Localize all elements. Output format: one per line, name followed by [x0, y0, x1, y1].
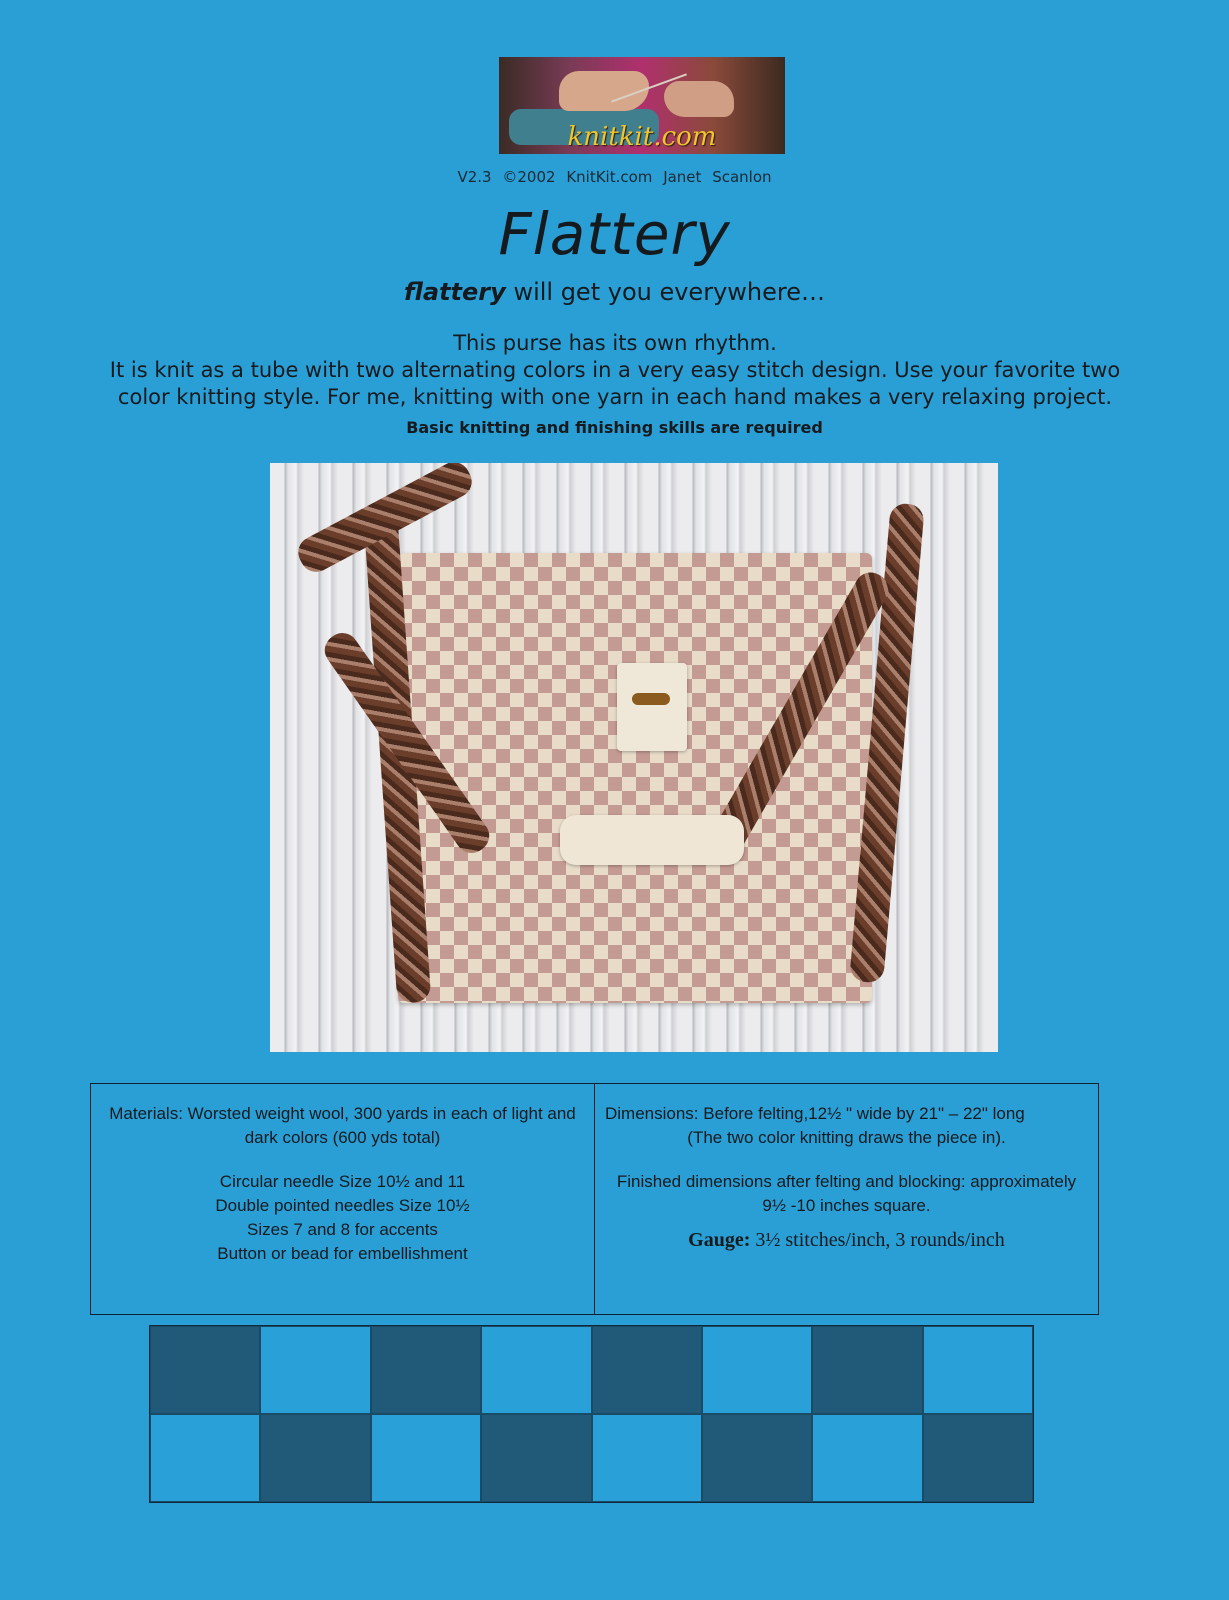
checker-cell: [371, 1326, 481, 1414]
checker-cell: [592, 1326, 702, 1414]
closure-tab: [617, 663, 687, 751]
materials-item: Double pointed needles Size 10½: [215, 1196, 470, 1215]
intro-line-2: It is knit as a tube with two alternating colors in a very easy stitch design. Use your favorite two color knitting style. For me, knitting with one yarn in each hand makes a very relaxing project.: [109, 358, 1121, 409]
credit-line: [0, 168, 1229, 186]
purse-body: [398, 553, 872, 1003]
materials-item: Button or bead for embellishment: [217, 1244, 468, 1263]
materials-description: Worsted weight wool, 300 yards in each of light and dark colors (600 yds total): [187, 1104, 576, 1147]
dimensions-note: (The two color knitting draws the piece in).: [687, 1128, 1006, 1147]
checker-cell: [481, 1326, 591, 1414]
materials-label: Materials:: [109, 1104, 183, 1123]
specs-table: [90, 1083, 1099, 1315]
checker-cell: [260, 1414, 370, 1502]
checker-cell: [702, 1326, 812, 1414]
checker-cell: [592, 1414, 702, 1502]
requirement-note: Basic knitting and finishing skills are required: [406, 418, 823, 437]
checker-decoration: [149, 1325, 1034, 1503]
checker-cell: [260, 1326, 370, 1414]
tagline-emphasis: flattery: [404, 278, 506, 306]
checker-cell: [150, 1326, 260, 1414]
toggle-button-bead: [632, 693, 670, 705]
checker-cell: [481, 1414, 591, 1502]
tagline: [0, 278, 1229, 306]
dimensions-text: [605, 1102, 1088, 1126]
finished-dimensions: Finished dimensions after felting and blocking: approximately 9½ -10 inches square.: [616, 1172, 1077, 1215]
copyright: ©2002 KnitKit.com: [502, 168, 653, 186]
version: V2.3: [457, 168, 492, 186]
intro-text: [90, 330, 1140, 411]
checker-cell: [150, 1414, 260, 1502]
hand-graphic: [664, 81, 734, 117]
gauge-value: 3½ stitches/inch, 3 rounds/inch: [755, 1229, 1005, 1251]
logo-brand-text: knitkit.com: [567, 122, 717, 152]
checker-cell: [371, 1414, 481, 1502]
checker-cell: [702, 1414, 812, 1502]
checker-cell: [923, 1414, 1033, 1502]
checker-cell: [923, 1326, 1033, 1414]
author: Janet Scanlon: [663, 168, 772, 186]
dimensions-description: Before felting,12½ " wide by 21" – 22" long: [703, 1104, 1025, 1123]
gauge-label: Gauge:: [688, 1229, 751, 1251]
checker-cell: [812, 1326, 922, 1414]
checker-cell: [812, 1414, 922, 1502]
page-title: Flattery: [498, 200, 731, 268]
purse-photo: [270, 463, 998, 1052]
dimensions-label: Dimensions:: [605, 1104, 699, 1123]
dimensions-column: [595, 1084, 1098, 1314]
knitkit-logo: [499, 57, 785, 154]
gauge: [605, 1228, 1088, 1252]
materials-item: Circular needle Size 10½ and 11: [219, 1172, 466, 1191]
materials-item: Sizes 7 and 8 for accents: [247, 1220, 438, 1239]
tagline-rest: will get you everywhere…: [513, 278, 825, 306]
materials-text: [101, 1102, 584, 1150]
intro-line-1: This purse has its own rhythm.: [453, 331, 777, 355]
materials-column: [91, 1084, 595, 1314]
strap-slider: [560, 815, 744, 865]
